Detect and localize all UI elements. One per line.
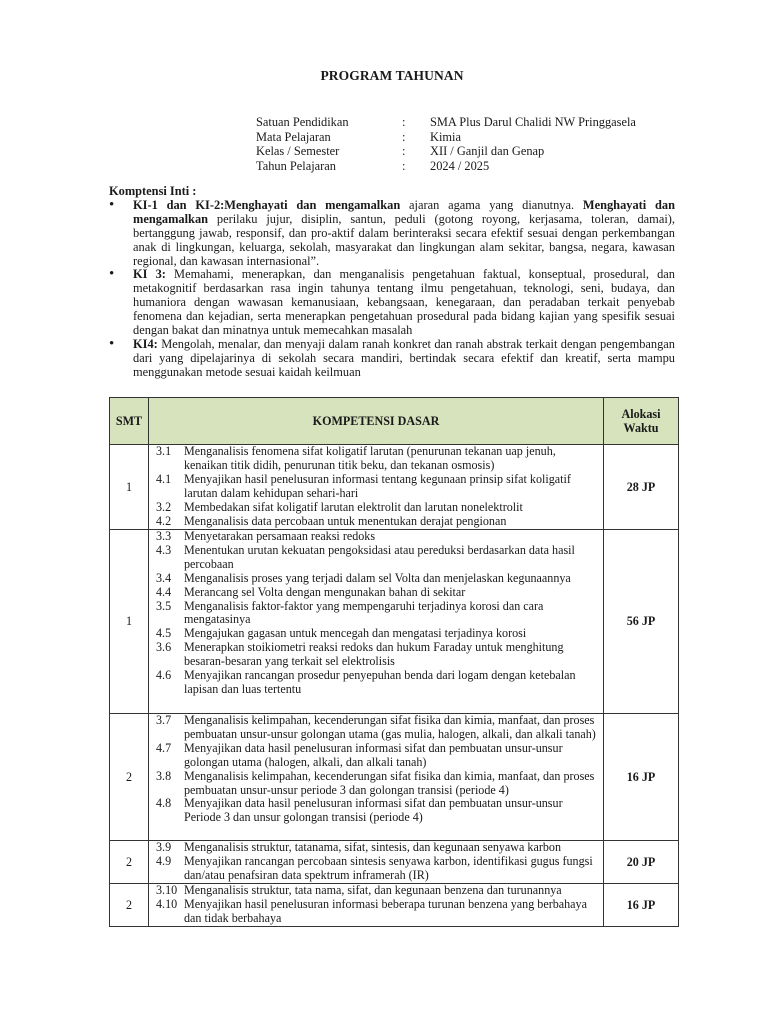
kd-text: Menyajikan hasil penelusuran informasi tentang kegunaan prinsip sifat koligatif larutan dalam kehidupan sehari-hari [184,471,571,500]
header-kompetensi-dasar: KOMPETENSI DASAR [149,398,604,445]
kd-item [155,742,601,770]
kd-number: 4.1 [156,471,172,486]
meta-colon: : [402,144,406,159]
kd-number: 4.7 [156,740,172,755]
table-row [110,714,679,841]
kd-item [155,515,601,529]
smt-cell: 1 [110,530,149,714]
ki-part: Memahami, menerapkan, dan menganalisis pengetahuan faktual, konseptual, prosedural, dan metakognitif berdasarkan rasa ingin tahunya tentang ilmu pengetahuan, teknologi, seni, budaya, dan humaniora dengan wawasan kemanusiaan, kebangsaan, kenegaraan, dan peradaban terkait penyebab fenomena dan kejadian, serta menerapkan pengetahuan prosedural pada bidang kajian yang spesifik sesuai dengan bakat dan minatnya untuk memecahkan masalah [133,267,675,338]
kd-item [155,530,601,544]
table-body [110,445,679,927]
kd-text: Merancang sel Volta dengan mengunakan bahan di sekitar [184,584,466,599]
meta-label: Mata Pelajaran [256,129,331,144]
header-alokasi-line: Alokasi [621,407,661,421]
kompetensi-dasar-cell [149,530,604,714]
kd-text: Mengajukan gagasan untuk mencegah dan mengatasi terjadinya korosi [184,626,527,641]
kd-text: Menganalisis struktur, tatanama, sifat, sintesis, dan kegunaan senyawa karbon [184,840,562,854]
kd-number: 3.9 [156,840,172,854]
kd-text: Menganalisis kelimpahan, kecenderungan sifat fisika dan kimia, manfaat, dan proses pembuatan unsur-unsur periode 3 dan golongan transisi (periode 4) [184,768,595,797]
meta-row-mata-pelajaran [256,130,636,145]
ki-part: Menghayati dan mengamalkan [133,197,675,226]
kompetensi-dasar-cell [149,884,604,927]
kd-text: Menyajikan rancangan prosedur penyepuhan benda dari logam dengan ketebalan lapisan dan luas tertentu [184,668,576,696]
meta-colon: : [402,129,406,144]
kompetensi-dasar-cell [149,714,604,841]
ki-part: Mengolah, menalar, dan menyaji dalam ranah konkret dan ranah abstrak terkait dengan pengembangan dari yang dipelajarinya di sekolah secara mandiri, bertindak secara efektif dan kreatif, serta mampu menggunakan metode sesuai kaidah keilmuan [133,336,675,379]
ki-part: perilaku jujur, disiplin, santun, peduli (gotong royong, kerjasama, toleran, damai), bertanggung jawab, responsif, dan pro-aktif dalam berinteraksi secara efektif sesuai dengan perkembangan anak di lingkungan, keluarga, sekolah, masyarakat dan lingkungan alam sekitar, bangsa, negara, kawasan regional, dan kawasan internasional”. [133,211,675,268]
table-row [110,445,679,530]
kd-number: 4.6 [156,668,172,683]
kd-item [155,600,601,628]
kd-item [155,501,601,515]
meta-row-tahun-pelajaran [256,159,636,174]
kd-text: Menyajikan data hasil penelusuran informasi sifat dan pembuatan unsur-unsur golongan utama (halogen, alkali, dan alkali tanah) [184,740,563,769]
kd-number: 3.7 [156,713,172,727]
kd-text: Membedakan sifat koligatif larutan elektrolit dan larutan nonelektrolit [184,499,523,514]
kd-item [155,544,601,572]
kd-item [155,627,601,641]
header-alokasi-line: Waktu [623,421,659,435]
meta-row-satuan-pendidikan [256,115,636,130]
kd-text: Menganalisis fenomena sifat koligatif larutan (penurunan tekanan uap jenuh, kenaikan titik didih, penurunan titik beku, dan tekanan osmosis) [184,444,556,472]
kd-item [155,797,601,825]
kd-number: 3.4 [156,570,172,585]
kd-item [155,841,601,855]
alokasi-cell: 20 JP [604,841,679,884]
kd-text: Menganalisis faktor-faktor yang mempengaruhi terjadinya korosi dan cara mengatasinya [184,598,544,627]
kompetensi-dasar-table [109,397,679,927]
kompetensi-inti-section [109,185,675,380]
kd-number: 4.5 [156,626,172,641]
ki-part: ajaran agama yang dianutnya. [400,197,583,212]
alokasi-cell: 28 JP [604,445,679,530]
kd-item [155,669,601,697]
document-title: PROGRAM TAHUNAN [320,68,464,83]
kd-text: Menyajikan hasil penelusuran informasi beberapa turunan benzena yang berbahaya dan tidak berbahaya [184,896,587,925]
kd-text: Menyajikan data hasil penelusuran informasi sifat dan pembuatan unsur-unsur Periode 3 dan unsur golongan transisi (periode 4) [184,796,563,825]
kd-item [155,586,601,600]
kd-number: 4.4 [156,584,172,599]
table-row [110,841,679,884]
alokasi-cell: 56 JP [604,530,679,714]
meta-value: SMA Plus Darul Chalidi NW Pringgasela [430,115,636,129]
kd-number: 4.8 [156,796,172,811]
kd-text: Menerapkan stoikiometri reaksi redoks dan hukum Faraday untuk menghitung besaran-besaran yang terkait sel elektrolisis [184,640,564,669]
kd-text: Menentukan urutan kekuatan pengoksidasi atau pereduksi berdasarkan data hasil percobaan [184,542,575,571]
kd-number: 4.2 [156,513,172,528]
smt-cell: 2 [110,884,149,927]
kd-number: 3.2 [156,499,172,514]
ki-part: KI-1 dan KI-2:Menghayati dan mengamalkan [133,197,401,212]
smt-cell: 2 [110,714,149,841]
kd-number: 3.5 [156,598,172,613]
kd-item [155,714,601,742]
table-row [110,884,679,927]
ki-1-2-item [109,199,675,269]
kd-number: 4.9 [156,853,172,868]
smt-cell: 1 [110,445,149,530]
kd-text: Menyajikan rancangan percobaan sintesis senyawa karbon, identifikasi gugus fungsi dan/atau penafsiran data spektrum inframerah (IR) [184,853,593,882]
kompetensi-dasar-cell [149,841,604,884]
kd-number: 3.10 [156,883,178,897]
meta-label: Kelas / Semester [256,144,340,159]
table-row [110,530,679,714]
kd-item [155,884,601,898]
kd-item [155,641,601,669]
kd-text: Menganalisis struktur, tata nama, sifat, dan kegunaan benzena dan turunannya [184,883,562,897]
ki-4-item [109,338,675,380]
kd-text: Menyetarakan persamaan reaksi redoks [184,529,376,543]
kd-number: 3.8 [156,768,172,783]
kd-number: 4.10 [156,896,178,911]
kd-number: 4.3 [156,542,172,557]
kd-item [155,770,601,798]
ki-part: KI 3: [133,267,166,282]
kompetensi-dasar-cell [149,445,604,530]
kompetensi-inti-heading: Komptensi Inti : [109,184,197,198]
meta-colon: : [402,115,406,129]
kd-item [155,855,601,883]
header-alokasi-waktu [604,398,679,445]
ki-part: KI4: [133,336,158,351]
document-meta [256,115,636,173]
alokasi-cell: 16 JP [604,884,679,927]
meta-value: 2024 / 2025 [430,158,490,173]
header-smt: SMT [110,398,149,445]
kd-number: 3.6 [156,640,172,655]
meta-colon: : [402,158,406,173]
kd-item [155,445,601,473]
meta-row-kelas-semester [256,144,636,159]
table-header-row [110,398,679,445]
meta-value: Kimia [430,129,461,144]
kd-number: 3.3 [156,529,172,543]
alokasi-cell: 16 JP [604,714,679,841]
kd-item [155,473,601,501]
kd-number: 3.1 [156,444,172,458]
kd-text: Menganalisis proses yang terjadi dalam sel Volta dan menjelaskan kegunaannya [184,570,571,585]
kompetensi-inti-list [109,199,675,380]
ki-3-item [109,268,675,338]
kd-item [155,898,601,926]
meta-label: Satuan Pendidikan [256,115,349,129]
meta-label: Tahun Pelajaran [256,158,336,173]
meta-value: XII / Ganjil dan Genap [430,144,545,159]
kd-item [155,572,601,586]
smt-cell: 2 [110,841,149,884]
kd-text: Menganalisis data percobaan untuk menentukan derajat pengionan [184,513,507,528]
kd-text: Menganalisis kelimpahan, kecenderungan sifat fisika dan kimia, manfaat, dan proses pembuatan unsur-unsur golongan utama (gas mulia, halogen, alkali, dan alkali tanah) [184,713,596,741]
